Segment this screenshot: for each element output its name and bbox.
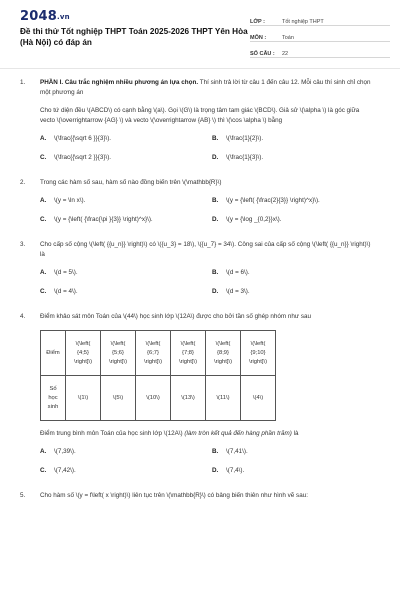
header-divider (0, 68, 400, 69)
option-b[interactable] (212, 134, 372, 144)
option-label: A. (40, 135, 47, 142)
section-instruction: Thí sinh trả lời từ câu 1 đến câu 12. Mỗi câu thí sinh chỉ chọn một phương án (40, 79, 371, 96)
option-label: A. (40, 448, 47, 455)
option-d[interactable] (212, 466, 372, 476)
exam-meta (250, 10, 390, 58)
logo-suffix: .vn (56, 13, 70, 21)
question-list (0, 78, 400, 501)
option-a[interactable] (40, 447, 212, 457)
option-label: B. (212, 135, 219, 142)
question-number: 2. (20, 179, 26, 186)
option-text: \(\frac{1}{2}\). (226, 135, 264, 142)
answer-options (40, 134, 375, 163)
option-text: \(\frac{{\sqrt 6 }}{3}\). (54, 135, 112, 142)
table-cell: \(4\) (241, 376, 276, 421)
option-label: C. (40, 216, 47, 223)
option-label: D. (212, 154, 219, 161)
option-a[interactable] (40, 134, 212, 144)
table-cell: \(13\) (171, 376, 206, 421)
option-text: \(d = 5\). (54, 269, 78, 276)
option-text: \(y = {\left( {\frac{\pi }{3}} \right)^x}\). (54, 216, 153, 223)
header (0, 0, 400, 64)
option-label: A. (40, 197, 47, 204)
question-5 (0, 491, 400, 501)
table-cell: \(\left( {9;10} \right]\) (241, 331, 276, 376)
answer-options (40, 196, 375, 225)
option-d[interactable] (212, 287, 372, 297)
table-header-cell: Số học sinh (41, 376, 66, 421)
option-c[interactable] (40, 215, 212, 225)
option-label: B. (212, 448, 219, 455)
option-text: \(7,39\). (54, 448, 76, 455)
table-cell: \(\left( {6;7} \right]\) (136, 331, 171, 376)
exam-title: Đề thi thử Tốt nghiệp THPT Toán 2025-2026 THPT Yên Hòa (Hà Nội) có đáp án (20, 27, 248, 47)
meta-row-class (250, 10, 390, 26)
question-1 (0, 78, 400, 163)
answer-options (40, 447, 375, 476)
option-a[interactable] (40, 268, 212, 278)
option-text: \(y = {\left( {\frac{2}{3}} \right)^x}\). (226, 197, 320, 204)
meta-key: MÔN : (250, 35, 267, 41)
option-text: \(d = 6\). (226, 269, 250, 276)
question-stem: Điểm khảo sát môn Toán của \(44\) học sinh lớp \(12A\) được cho bởi tần số ghép nhóm như sau (40, 313, 311, 320)
meta-value: Tốt nghiệp THPT (282, 19, 324, 25)
option-label: D. (212, 467, 219, 474)
option-label: B. (212, 269, 219, 276)
option-text: \(7,41\). (226, 448, 248, 455)
question-4 (0, 312, 400, 476)
table-cell: \(11\) (206, 376, 241, 421)
meta-row-count (250, 42, 390, 58)
question-3 (0, 240, 400, 297)
meta-value: 22 (282, 51, 289, 57)
option-label: A. (40, 269, 47, 276)
option-a[interactable] (40, 196, 212, 206)
meta-key: LỚP : (250, 19, 265, 25)
table-row-counts (41, 376, 276, 421)
option-label: B. (212, 197, 219, 204)
table-header-cell: Điểm (41, 331, 66, 376)
table-cell: \(\left( {7;8} \right]\) (171, 331, 206, 376)
option-label: D. (212, 216, 219, 223)
question-stem: Cho hàm số \(y = f\left( x \right)\) liên tục trên \(\mathbb{R}\) có bảng biến thiên như hình vẽ sau: (40, 492, 308, 499)
table-cell: \(\left( {8;9} \right]\) (206, 331, 241, 376)
section-heading: PHẦN I. Câu trắc nghiệm nhiều phương án lựa chọn. (40, 79, 199, 86)
table-cell: \(5\) (101, 376, 136, 421)
option-text: \(y = {\log _{0,2}}x\). (226, 216, 282, 223)
follow-up-question: Điểm trung bình môn Toán của học sinh lớp \(12A\) (làm tròn kết quả đến hàng phần trăm) là (40, 430, 299, 437)
question-number: 4. (20, 313, 26, 320)
option-b[interactable] (212, 447, 372, 457)
table-cell: \(10\) (136, 376, 171, 421)
option-c[interactable] (40, 466, 212, 476)
table-cell: \(1\) (66, 376, 101, 421)
rounding-note: (làm tròn kết quả đến hàng phần trăm) (184, 430, 292, 437)
question-stem: Cho cấp số cộng \(\left( {{u_n}} \right)\) có \({u_3} = 18\), \({u_7} = 34\). Công sai của cấp số cộng \(\left( {{u_n}} \right)\) là (40, 241, 371, 258)
option-d[interactable] (212, 153, 372, 163)
option-c[interactable] (40, 287, 212, 297)
option-text: \(d = 4\). (54, 288, 78, 295)
logo-text: 2048 (20, 9, 57, 24)
question-number: 3. (20, 241, 26, 248)
question-stem: Trong các hàm số sau, hàm số nào đồng biến trên \(\mathbb{R}\) (40, 179, 222, 186)
table-cell: \(\left( {5;6} \right]\) (101, 331, 136, 376)
table-row-scores (41, 331, 276, 376)
option-text: \(\frac{1}{3}\). (226, 154, 264, 161)
option-label: C. (40, 288, 47, 295)
option-label: C. (40, 467, 47, 474)
option-text: \(7,4\). (226, 467, 245, 474)
table-cell: \(\left( {4;5} \right]\) (66, 331, 101, 376)
section-intro (40, 78, 375, 98)
option-text: \(d = 3\). (226, 288, 250, 295)
option-c[interactable] (40, 153, 212, 163)
question-number: 1. (20, 79, 26, 86)
frequency-table (40, 330, 276, 421)
option-text: \(7,42\). (54, 467, 76, 474)
option-b[interactable] (212, 268, 372, 278)
option-text: \(\frac{{\sqrt 2 }}{3}\). (54, 154, 112, 161)
question-2 (0, 178, 400, 225)
meta-value: Toán (282, 35, 294, 41)
meta-key: SỐ CÂU : (250, 51, 275, 57)
question-number: 5. (20, 492, 26, 499)
option-d[interactable] (212, 215, 372, 225)
option-label: D. (212, 288, 219, 295)
question-stem: Cho tứ diện đều \(ABCD\) có cạnh bằng \(a\). Gọi \(G\) là trọng tâm tam giác \(BCD\). Giả sử \(\alpha \) là góc giữa vecto \(\overrightarrow {AG} \) và vecto \(\overrightarrow {AB} \) thì \(\cos \alpha \) bằng (40, 107, 360, 124)
option-label: C. (40, 154, 47, 161)
answer-options (40, 268, 375, 297)
option-text: \(y = \ln x\). (54, 197, 86, 204)
option-b[interactable] (212, 196, 372, 206)
meta-row-subject (250, 26, 390, 42)
site-logo[interactable] (20, 9, 70, 24)
